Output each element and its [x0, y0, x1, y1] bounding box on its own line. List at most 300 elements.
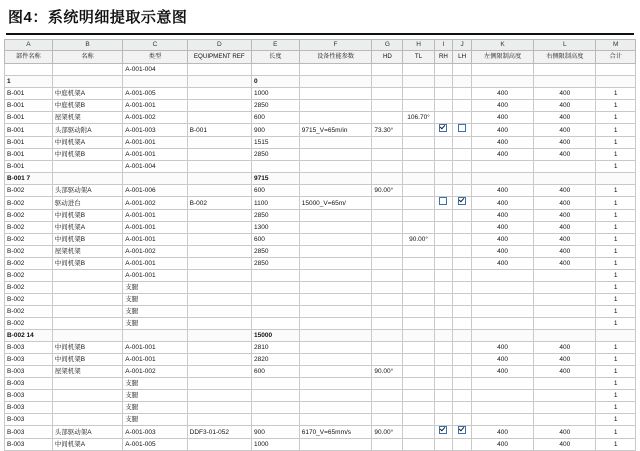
column-header-m[interactable]: 合计	[596, 51, 636, 64]
column-letter-f[interactable]: F	[299, 40, 372, 51]
cell-i[interactable]	[434, 149, 453, 161]
cell-g[interactable]	[372, 161, 403, 173]
cell-k[interactable]: 400	[471, 366, 533, 378]
cell-a[interactable]: B-003	[5, 354, 53, 366]
cell-h[interactable]: 106.70°	[403, 112, 434, 124]
cell-j[interactable]	[453, 306, 472, 318]
cell-m[interactable]: 1	[596, 426, 636, 439]
cell-b[interactable]	[52, 64, 123, 76]
cell-i[interactable]	[434, 330, 453, 342]
cell-b[interactable]: 屋架机架	[52, 366, 123, 378]
cell-a[interactable]: B-002	[5, 270, 53, 282]
cell-h[interactable]: 90.00°	[403, 234, 434, 246]
cell-j[interactable]	[453, 439, 472, 451]
cell-k[interactable]: 400	[471, 258, 533, 270]
cell-a[interactable]: B-003	[5, 366, 53, 378]
cell-e[interactable]	[251, 318, 299, 330]
cell-e[interactable]: 600	[251, 185, 299, 197]
cell-m[interactable]: 1	[596, 234, 636, 246]
cell-b[interactable]: 驱动进台	[52, 197, 123, 210]
column-header-b[interactable]: 名称	[52, 51, 123, 64]
cell-d[interactable]	[187, 161, 251, 173]
cell-k[interactable]	[471, 270, 533, 282]
cell-f[interactable]	[299, 354, 372, 366]
cell-j[interactable]	[453, 414, 472, 426]
cell-m[interactable]: 1	[596, 112, 636, 124]
cell-d[interactable]	[187, 137, 251, 149]
cell-e[interactable]: 900	[251, 426, 299, 439]
cell-e[interactable]: 1000	[251, 88, 299, 100]
cell-e[interactable]: 2850	[251, 246, 299, 258]
cell-i[interactable]	[434, 185, 453, 197]
cell-h[interactable]	[403, 306, 434, 318]
cell-e[interactable]	[251, 306, 299, 318]
cell-m[interactable]: 1	[596, 402, 636, 414]
cell-a[interactable]	[5, 64, 53, 76]
cell-m[interactable]: 1	[596, 306, 636, 318]
cell-b[interactable]	[52, 76, 123, 88]
cell-k[interactable]: 400	[471, 210, 533, 222]
cell-i[interactable]	[434, 222, 453, 234]
cell-b[interactable]: 中间机架B	[52, 354, 123, 366]
cell-h[interactable]	[403, 137, 434, 149]
cell-b[interactable]	[52, 161, 123, 173]
cell-i[interactable]	[434, 100, 453, 112]
cell-l[interactable]: 400	[534, 234, 596, 246]
cell-a[interactable]: B-003	[5, 426, 53, 439]
cell-m[interactable]: 1	[596, 149, 636, 161]
cell-c[interactable]: 支腿	[123, 402, 187, 414]
cell-d[interactable]	[187, 88, 251, 100]
cell-g[interactable]	[372, 112, 403, 124]
cell-d[interactable]	[187, 210, 251, 222]
cell-b[interactable]: 中庭机架B	[52, 100, 123, 112]
cell-f[interactable]	[299, 222, 372, 234]
cell-i[interactable]	[434, 342, 453, 354]
column-letter-h[interactable]: H	[403, 40, 434, 51]
cell-d[interactable]	[187, 100, 251, 112]
checkbox-checked-icon[interactable]	[458, 197, 466, 205]
checkbox-cell-j[interactable]	[453, 426, 472, 439]
cell-d[interactable]	[187, 354, 251, 366]
cell-b[interactable]: 中间机架B	[52, 149, 123, 161]
cell-b[interactable]	[52, 402, 123, 414]
checkbox-checked-icon[interactable]	[439, 124, 447, 132]
cell-j[interactable]	[453, 246, 472, 258]
cell-c[interactable]: 支腿	[123, 282, 187, 294]
cell-a[interactable]: B-002	[5, 246, 53, 258]
cell-i[interactable]	[434, 88, 453, 100]
cell-l[interactable]	[534, 282, 596, 294]
cell-a[interactable]: 1	[5, 76, 53, 88]
cell-h[interactable]	[403, 402, 434, 414]
cell-k[interactable]: 400	[471, 149, 533, 161]
cell-c[interactable]: A-001-003	[123, 426, 187, 439]
column-header-i[interactable]: RH	[434, 51, 453, 64]
cell-e[interactable]: 600	[251, 366, 299, 378]
cell-c[interactable]: 支腿	[123, 294, 187, 306]
cell-m[interactable]: 1	[596, 282, 636, 294]
cell-m[interactable]	[596, 173, 636, 185]
cell-i[interactable]	[434, 64, 453, 76]
cell-h[interactable]	[403, 318, 434, 330]
cell-d[interactable]	[187, 318, 251, 330]
column-letter-a[interactable]: A	[5, 40, 53, 51]
checkbox-cell-i[interactable]	[434, 197, 453, 210]
cell-e[interactable]: 600	[251, 234, 299, 246]
cell-c[interactable]: A-001-002	[123, 366, 187, 378]
cell-h[interactable]	[403, 354, 434, 366]
cell-j[interactable]	[453, 354, 472, 366]
cell-k[interactable]: 400	[471, 197, 533, 210]
cell-a[interactable]: B-001	[5, 112, 53, 124]
cell-d[interactable]	[187, 222, 251, 234]
cell-a[interactable]: B-002	[5, 294, 53, 306]
cell-f[interactable]	[299, 234, 372, 246]
cell-i[interactable]	[434, 282, 453, 294]
cell-j[interactable]	[453, 222, 472, 234]
cell-a[interactable]: B-003	[5, 378, 53, 390]
cell-k[interactable]: 400	[471, 234, 533, 246]
column-letter-m[interactable]: M	[596, 40, 636, 51]
column-letter-i[interactable]: I	[434, 40, 453, 51]
cell-c[interactable]: A-001-001	[123, 137, 187, 149]
column-letter-j[interactable]: J	[453, 40, 472, 51]
cell-k[interactable]	[471, 330, 533, 342]
cell-l[interactable]	[534, 161, 596, 173]
cell-f[interactable]	[299, 137, 372, 149]
cell-e[interactable]: 2850	[251, 258, 299, 270]
cell-a[interactable]: B-002	[5, 282, 53, 294]
cell-c[interactable]: A-001-001	[123, 258, 187, 270]
cell-b[interactable]	[52, 294, 123, 306]
cell-d[interactable]: DDF3-01-052	[187, 426, 251, 439]
cell-l[interactable]	[534, 318, 596, 330]
cell-g[interactable]	[372, 88, 403, 100]
cell-m[interactable]: 1	[596, 258, 636, 270]
cell-d[interactable]	[187, 378, 251, 390]
cell-a[interactable]: B-002	[5, 185, 53, 197]
cell-f[interactable]: 15000_V=65m/	[299, 197, 372, 210]
cell-m[interactable]: 1	[596, 88, 636, 100]
cell-f[interactable]	[299, 161, 372, 173]
cell-b[interactable]: 中间机架B	[52, 234, 123, 246]
cell-d[interactable]	[187, 366, 251, 378]
cell-g[interactable]	[372, 414, 403, 426]
cell-b[interactable]: 屋架机架	[52, 246, 123, 258]
cell-j[interactable]	[453, 88, 472, 100]
cell-d[interactable]	[187, 258, 251, 270]
cell-i[interactable]	[434, 294, 453, 306]
cell-h[interactable]	[403, 173, 434, 185]
cell-d[interactable]	[187, 402, 251, 414]
column-header-e[interactable]: 长度	[251, 51, 299, 64]
cell-k[interactable]	[471, 306, 533, 318]
cell-e[interactable]: 2850	[251, 210, 299, 222]
cell-b[interactable]: 中间机架A	[52, 222, 123, 234]
cell-f[interactable]	[299, 64, 372, 76]
cell-a[interactable]: B-001	[5, 124, 53, 137]
cell-j[interactable]	[453, 342, 472, 354]
cell-l[interactable]: 400	[534, 149, 596, 161]
column-letter-k[interactable]: K	[471, 40, 533, 51]
cell-c[interactable]: A-001-002	[123, 246, 187, 258]
cell-b[interactable]: 头部驱动架A	[52, 185, 123, 197]
cell-j[interactable]	[453, 402, 472, 414]
cell-m[interactable]: 1	[596, 270, 636, 282]
cell-m[interactable]: 1	[596, 185, 636, 197]
cell-f[interactable]	[299, 270, 372, 282]
cell-l[interactable]: 400	[534, 246, 596, 258]
cell-j[interactable]	[453, 318, 472, 330]
cell-d[interactable]	[187, 414, 251, 426]
cell-f[interactable]	[299, 366, 372, 378]
cell-f[interactable]	[299, 282, 372, 294]
cell-d[interactable]	[187, 306, 251, 318]
cell-g[interactable]	[372, 378, 403, 390]
cell-j[interactable]	[453, 112, 472, 124]
cell-e[interactable]: 1300	[251, 222, 299, 234]
checkbox-unchecked-icon[interactable]	[439, 197, 447, 205]
cell-b[interactable]: 头部驱动架A	[52, 426, 123, 439]
cell-g[interactable]: 73.30°	[372, 124, 403, 137]
cell-b[interactable]	[52, 306, 123, 318]
cell-c[interactable]: A-001-005	[123, 88, 187, 100]
cell-l[interactable]: 400	[534, 100, 596, 112]
cell-a[interactable]: B-002	[5, 234, 53, 246]
cell-d[interactable]	[187, 342, 251, 354]
cell-f[interactable]	[299, 402, 372, 414]
cell-i[interactable]	[434, 354, 453, 366]
cell-c[interactable]	[123, 173, 187, 185]
cell-m[interactable]: 1	[596, 210, 636, 222]
cell-m[interactable]: 1	[596, 222, 636, 234]
cell-h[interactable]	[403, 100, 434, 112]
cell-d[interactable]	[187, 270, 251, 282]
cell-l[interactable]: 400	[534, 124, 596, 137]
cell-h[interactable]	[403, 161, 434, 173]
cell-h[interactable]	[403, 76, 434, 88]
cell-d[interactable]	[187, 76, 251, 88]
cell-k[interactable]: 400	[471, 222, 533, 234]
cell-d[interactable]	[187, 64, 251, 76]
cell-l[interactable]: 400	[534, 342, 596, 354]
column-header-a[interactable]: 部件名称	[5, 51, 53, 64]
cell-f[interactable]	[299, 173, 372, 185]
cell-e[interactable]: 900	[251, 124, 299, 137]
cell-j[interactable]	[453, 270, 472, 282]
cell-d[interactable]	[187, 234, 251, 246]
cell-h[interactable]	[403, 149, 434, 161]
column-letter-b[interactable]: B	[52, 40, 123, 51]
cell-m[interactable]: 1	[596, 161, 636, 173]
cell-e[interactable]: 600	[251, 112, 299, 124]
cell-h[interactable]	[403, 124, 434, 137]
cell-b[interactable]	[52, 270, 123, 282]
cell-a[interactable]: B-002	[5, 222, 53, 234]
cell-l[interactable]: 400	[534, 354, 596, 366]
cell-d[interactable]	[187, 439, 251, 451]
cell-l[interactable]: 400	[534, 258, 596, 270]
cell-g[interactable]	[372, 354, 403, 366]
cell-l[interactable]: 400	[534, 210, 596, 222]
column-header-g[interactable]: HD	[372, 51, 403, 64]
cell-i[interactable]	[434, 366, 453, 378]
cell-a[interactable]: B-003	[5, 390, 53, 402]
column-header-d[interactable]: EQUIPMENT REF	[187, 51, 251, 64]
cell-f[interactable]	[299, 318, 372, 330]
cell-e[interactable]	[251, 294, 299, 306]
cell-h[interactable]	[403, 282, 434, 294]
cell-c[interactable]: A-001-003	[123, 124, 187, 137]
column-letter-e[interactable]: E	[251, 40, 299, 51]
cell-i[interactable]	[434, 246, 453, 258]
cell-a[interactable]: B-002	[5, 258, 53, 270]
cell-g[interactable]	[372, 258, 403, 270]
cell-l[interactable]	[534, 402, 596, 414]
cell-m[interactable]: 1	[596, 366, 636, 378]
cell-a[interactable]: B-002	[5, 318, 53, 330]
cell-f[interactable]	[299, 342, 372, 354]
cell-c[interactable]: A-001-005	[123, 439, 187, 451]
cell-h[interactable]	[403, 378, 434, 390]
checkbox-checked-icon[interactable]	[458, 426, 466, 434]
cell-c[interactable]: 支腿	[123, 390, 187, 402]
cell-g[interactable]	[372, 64, 403, 76]
cell-k[interactable]	[471, 282, 533, 294]
cell-c[interactable]: A-001-001	[123, 222, 187, 234]
cell-k[interactable]: 400	[471, 185, 533, 197]
cell-g[interactable]: 90.00°	[372, 366, 403, 378]
cell-f[interactable]	[299, 306, 372, 318]
cell-e[interactable]: 0	[251, 76, 299, 88]
column-letter-g[interactable]: G	[372, 40, 403, 51]
cell-c[interactable]: A-001-006	[123, 185, 187, 197]
cell-g[interactable]	[372, 222, 403, 234]
cell-f[interactable]	[299, 439, 372, 451]
cell-g[interactable]	[372, 330, 403, 342]
cell-l[interactable]	[534, 64, 596, 76]
cell-g[interactable]	[372, 234, 403, 246]
cell-l[interactable]	[534, 378, 596, 390]
cell-i[interactable]	[434, 210, 453, 222]
cell-c[interactable]: A-001-004	[123, 161, 187, 173]
cell-f[interactable]: 6170_V=65mm/s	[299, 426, 372, 439]
cell-m[interactable]	[596, 76, 636, 88]
cell-a[interactable]: B-003	[5, 342, 53, 354]
cell-g[interactable]	[372, 76, 403, 88]
cell-k[interactable]	[471, 318, 533, 330]
cell-h[interactable]	[403, 366, 434, 378]
column-header-j[interactable]: LH	[453, 51, 472, 64]
cell-i[interactable]	[434, 270, 453, 282]
checkbox-checked-icon[interactable]	[439, 426, 447, 434]
cell-f[interactable]	[299, 330, 372, 342]
cell-i[interactable]	[434, 306, 453, 318]
cell-h[interactable]	[403, 197, 434, 210]
cell-l[interactable]	[534, 76, 596, 88]
cell-b[interactable]	[52, 282, 123, 294]
cell-c[interactable]: A-001-001	[123, 100, 187, 112]
cell-f[interactable]	[299, 76, 372, 88]
cell-d[interactable]	[187, 330, 251, 342]
cell-c[interactable]: A-001-001	[123, 149, 187, 161]
cell-m[interactable]: 1	[596, 342, 636, 354]
cell-j[interactable]	[453, 173, 472, 185]
cell-m[interactable]	[596, 330, 636, 342]
cell-k[interactable]: 400	[471, 100, 533, 112]
cell-e[interactable]	[251, 282, 299, 294]
cell-h[interactable]	[403, 210, 434, 222]
cell-e[interactable]	[251, 64, 299, 76]
cell-a[interactable]: B-002	[5, 197, 53, 210]
cell-m[interactable]: 1	[596, 294, 636, 306]
cell-h[interactable]	[403, 294, 434, 306]
cell-l[interactable]: 400	[534, 112, 596, 124]
cell-b[interactable]: 中间机架A	[52, 439, 123, 451]
cell-b[interactable]: 中间机架B	[52, 342, 123, 354]
cell-e[interactable]: 2850	[251, 100, 299, 112]
cell-f[interactable]	[299, 210, 372, 222]
cell-j[interactable]	[453, 137, 472, 149]
cell-d[interactable]	[187, 112, 251, 124]
column-header-h[interactable]: TL	[403, 51, 434, 64]
cell-k[interactable]	[471, 402, 533, 414]
cell-e[interactable]: 1000	[251, 439, 299, 451]
cell-g[interactable]: 90.00°	[372, 185, 403, 197]
cell-m[interactable]: 1	[596, 414, 636, 426]
cell-a[interactable]: B-001	[5, 88, 53, 100]
cell-a[interactable]: B-001	[5, 149, 53, 161]
cell-g[interactable]	[372, 270, 403, 282]
checkbox-cell-j[interactable]	[453, 124, 472, 137]
cell-i[interactable]	[434, 234, 453, 246]
cell-k[interactable]: 400	[471, 439, 533, 451]
cell-g[interactable]	[372, 197, 403, 210]
cell-l[interactable]: 400	[534, 366, 596, 378]
cell-f[interactable]	[299, 185, 372, 197]
cell-j[interactable]	[453, 330, 472, 342]
cell-a[interactable]: B-002 14	[5, 330, 53, 342]
cell-g[interactable]	[372, 318, 403, 330]
cell-k[interactable]: 400	[471, 246, 533, 258]
cell-l[interactable]: 400	[534, 197, 596, 210]
cell-h[interactable]	[403, 246, 434, 258]
cell-e[interactable]: 9715	[251, 173, 299, 185]
cell-h[interactable]	[403, 342, 434, 354]
cell-i[interactable]	[434, 402, 453, 414]
cell-m[interactable]: 1	[596, 100, 636, 112]
cell-j[interactable]	[453, 76, 472, 88]
cell-g[interactable]	[372, 294, 403, 306]
cell-a[interactable]: B-002	[5, 210, 53, 222]
cell-k[interactable]: 400	[471, 342, 533, 354]
cell-i[interactable]	[434, 173, 453, 185]
cell-i[interactable]	[434, 378, 453, 390]
cell-k[interactable]	[471, 173, 533, 185]
cell-e[interactable]: 2850	[251, 149, 299, 161]
cell-l[interactable]: 400	[534, 137, 596, 149]
cell-g[interactable]	[372, 439, 403, 451]
cell-e[interactable]: 1100	[251, 197, 299, 210]
cell-d[interactable]	[187, 185, 251, 197]
cell-k[interactable]: 400	[471, 112, 533, 124]
cell-e[interactable]	[251, 402, 299, 414]
cell-j[interactable]	[453, 161, 472, 173]
column-letter-l[interactable]: L	[534, 40, 596, 51]
cell-c[interactable]	[123, 330, 187, 342]
cell-h[interactable]	[403, 222, 434, 234]
